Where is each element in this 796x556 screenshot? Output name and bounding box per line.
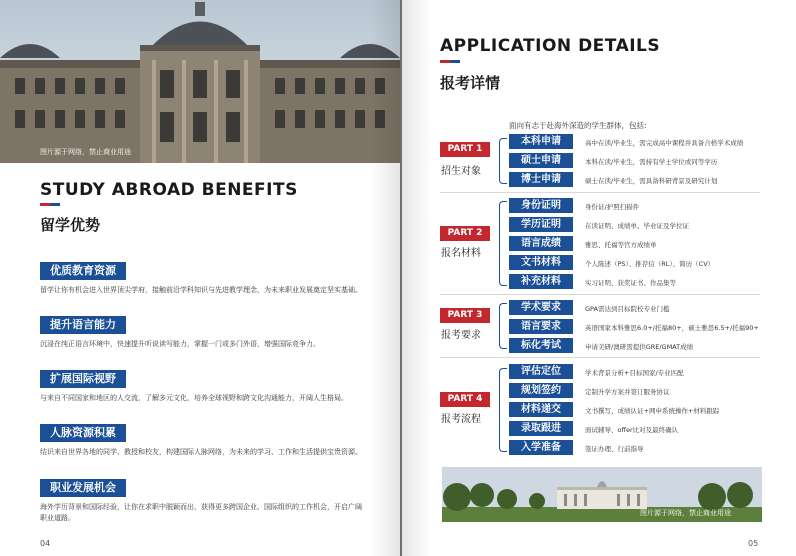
part-label: 报名材料 — [441, 248, 481, 259]
benefit-text: 沉浸在纯正语言环境中，快速提升听说读写能力，掌握一门或多门外语，增强国际竞争力。 — [40, 340, 320, 348]
accent-bar-blue — [50, 203, 60, 206]
page-number: 05 — [748, 539, 759, 548]
building-photo — [0, 0, 400, 163]
item-desc: 在读证明、成绩单、毕业证及学位证 — [585, 222, 689, 230]
details-title-zh: 报考详情 — [440, 74, 501, 92]
benefit-title: 人脉资源积累 — [40, 424, 126, 442]
photo-caption: 图片源于网络，禁止商业用途 — [40, 148, 131, 156]
item-tag: 语言成绩 — [509, 236, 573, 251]
item-tag: 材料递交 — [509, 402, 573, 417]
item-desc: 英语国家本科雅思6.0+/托福80+，硕士雅思6.5+/托福90+ — [585, 324, 759, 332]
benefit-text: 留学让你有机会进入世界顶尖学府，接触前沿学科知识与先进教学理念，为未来职业发展奠定坚实基础。 — [40, 286, 362, 294]
photo-caption: 图片源于网络，禁止商业用途 — [640, 509, 731, 517]
item-tag: 补充材料 — [509, 274, 573, 289]
benefit-title: 优质教育资源 — [40, 262, 126, 280]
item-tag: 本科申请 — [509, 134, 573, 149]
item-tag: 学历证明 — [509, 217, 573, 232]
item-desc: 面试辅导、offer比对及最终确认 — [585, 426, 679, 434]
item-desc: 身份证/护照扫描件 — [585, 203, 640, 211]
item-desc: 文书撰写、成绩认证+网申系统操作+材料跟踪 — [585, 407, 720, 415]
section-title-zh: 留学优势 — [40, 216, 101, 234]
item-desc: GPA需达到目标院校专业门槛 — [585, 305, 670, 313]
item-tag: 学术要求 — [509, 300, 573, 315]
separator — [440, 357, 760, 358]
benefit-text: 海外学历背景和国际经验，让你在求职中脱颖而出，获得更多跨国企业、国际组织的工作机会，开启广阔职业道路。 — [40, 503, 362, 522]
accent-bar-blue — [450, 60, 460, 63]
item-tag: 身份证明 — [509, 198, 573, 213]
gutter-shadow — [370, 0, 400, 556]
intro-text: 面向有志于赴海外深造的学生群体，包括: — [509, 121, 647, 130]
part-tag: PART 2 — [440, 226, 490, 241]
item-tag: 标化考试 — [509, 338, 573, 353]
benefit-text: 与来自不同国家和地区的人交流，了解多元文化，培养全球视野和跨文化沟通能力，开阔人生格局。 — [40, 394, 348, 402]
part-tag: PART 1 — [440, 142, 490, 157]
item-tag: 语言要求 — [509, 319, 573, 334]
item-desc: 定制升学方案并签订服务协议 — [585, 388, 670, 396]
benefit-text: 结识来自世界各地的同学、教授和校友，构建国际人脉网络，为未来的学习、工作和生活提供宝贵资源。 — [40, 448, 362, 456]
bracket — [499, 201, 507, 286]
page-number: 04 — [40, 539, 51, 548]
benefit-title: 提升语言能力 — [40, 316, 126, 334]
building-illustration — [0, 0, 400, 163]
item-tag: 录取跟进 — [509, 421, 573, 436]
part-label: 报考要求 — [441, 330, 481, 341]
separator — [440, 294, 760, 295]
item-tag: 博士申请 — [509, 172, 573, 187]
separator — [440, 192, 760, 193]
accent-bar-red — [440, 60, 450, 63]
benefit-title: 扩展国际视野 — [40, 370, 126, 388]
gutter-shadow — [402, 0, 432, 556]
item-tag: 规划签约 — [509, 383, 573, 398]
item-desc: 硕士在读/毕业生，需具备科研背景及研究计划 — [585, 177, 718, 185]
details-title-en: APPLICATION DETAILS — [440, 36, 661, 56]
bracket — [499, 138, 507, 184]
item-desc: 签证办理、行前指导 — [585, 445, 644, 453]
item-desc: 个人陈述（PS）、推荐信（RL）、简历（CV） — [585, 260, 715, 268]
part-tag: PART 4 — [440, 392, 490, 407]
item-tag: 文书材料 — [509, 255, 573, 270]
item-desc: 雅思、托福等官方成绩单 — [585, 241, 657, 249]
item-desc: 实习证明、获奖证书、作品集等 — [585, 279, 676, 287]
bracket — [499, 303, 507, 349]
benefit-title: 职业发展机会 — [40, 479, 126, 497]
item-desc: 高中在读/毕业生，需完成高中课程并具备合格学术成绩 — [585, 139, 744, 147]
part-tag: PART 3 — [440, 308, 490, 323]
section-title-en: STUDY ABROAD BENEFITS — [40, 180, 298, 200]
item-desc: 本科在读/毕业生，需持有学士学位或同等学历 — [585, 158, 718, 166]
item-tag: 入学准备 — [509, 440, 573, 455]
item-tag: 硕士申请 — [509, 153, 573, 168]
item-desc: 申请美研/澳研需提供GRE/GMAT成绩 — [585, 343, 694, 351]
accent-bar-red — [40, 203, 50, 206]
campus-photo — [442, 467, 762, 522]
item-tag: 评估定位 — [509, 364, 573, 379]
part-label: 报考流程 — [441, 414, 481, 425]
item-desc: 学术背景分析+目标国家/专业匹配 — [585, 369, 684, 377]
bracket — [499, 368, 507, 452]
part-label: 招生对象 — [441, 166, 481, 177]
